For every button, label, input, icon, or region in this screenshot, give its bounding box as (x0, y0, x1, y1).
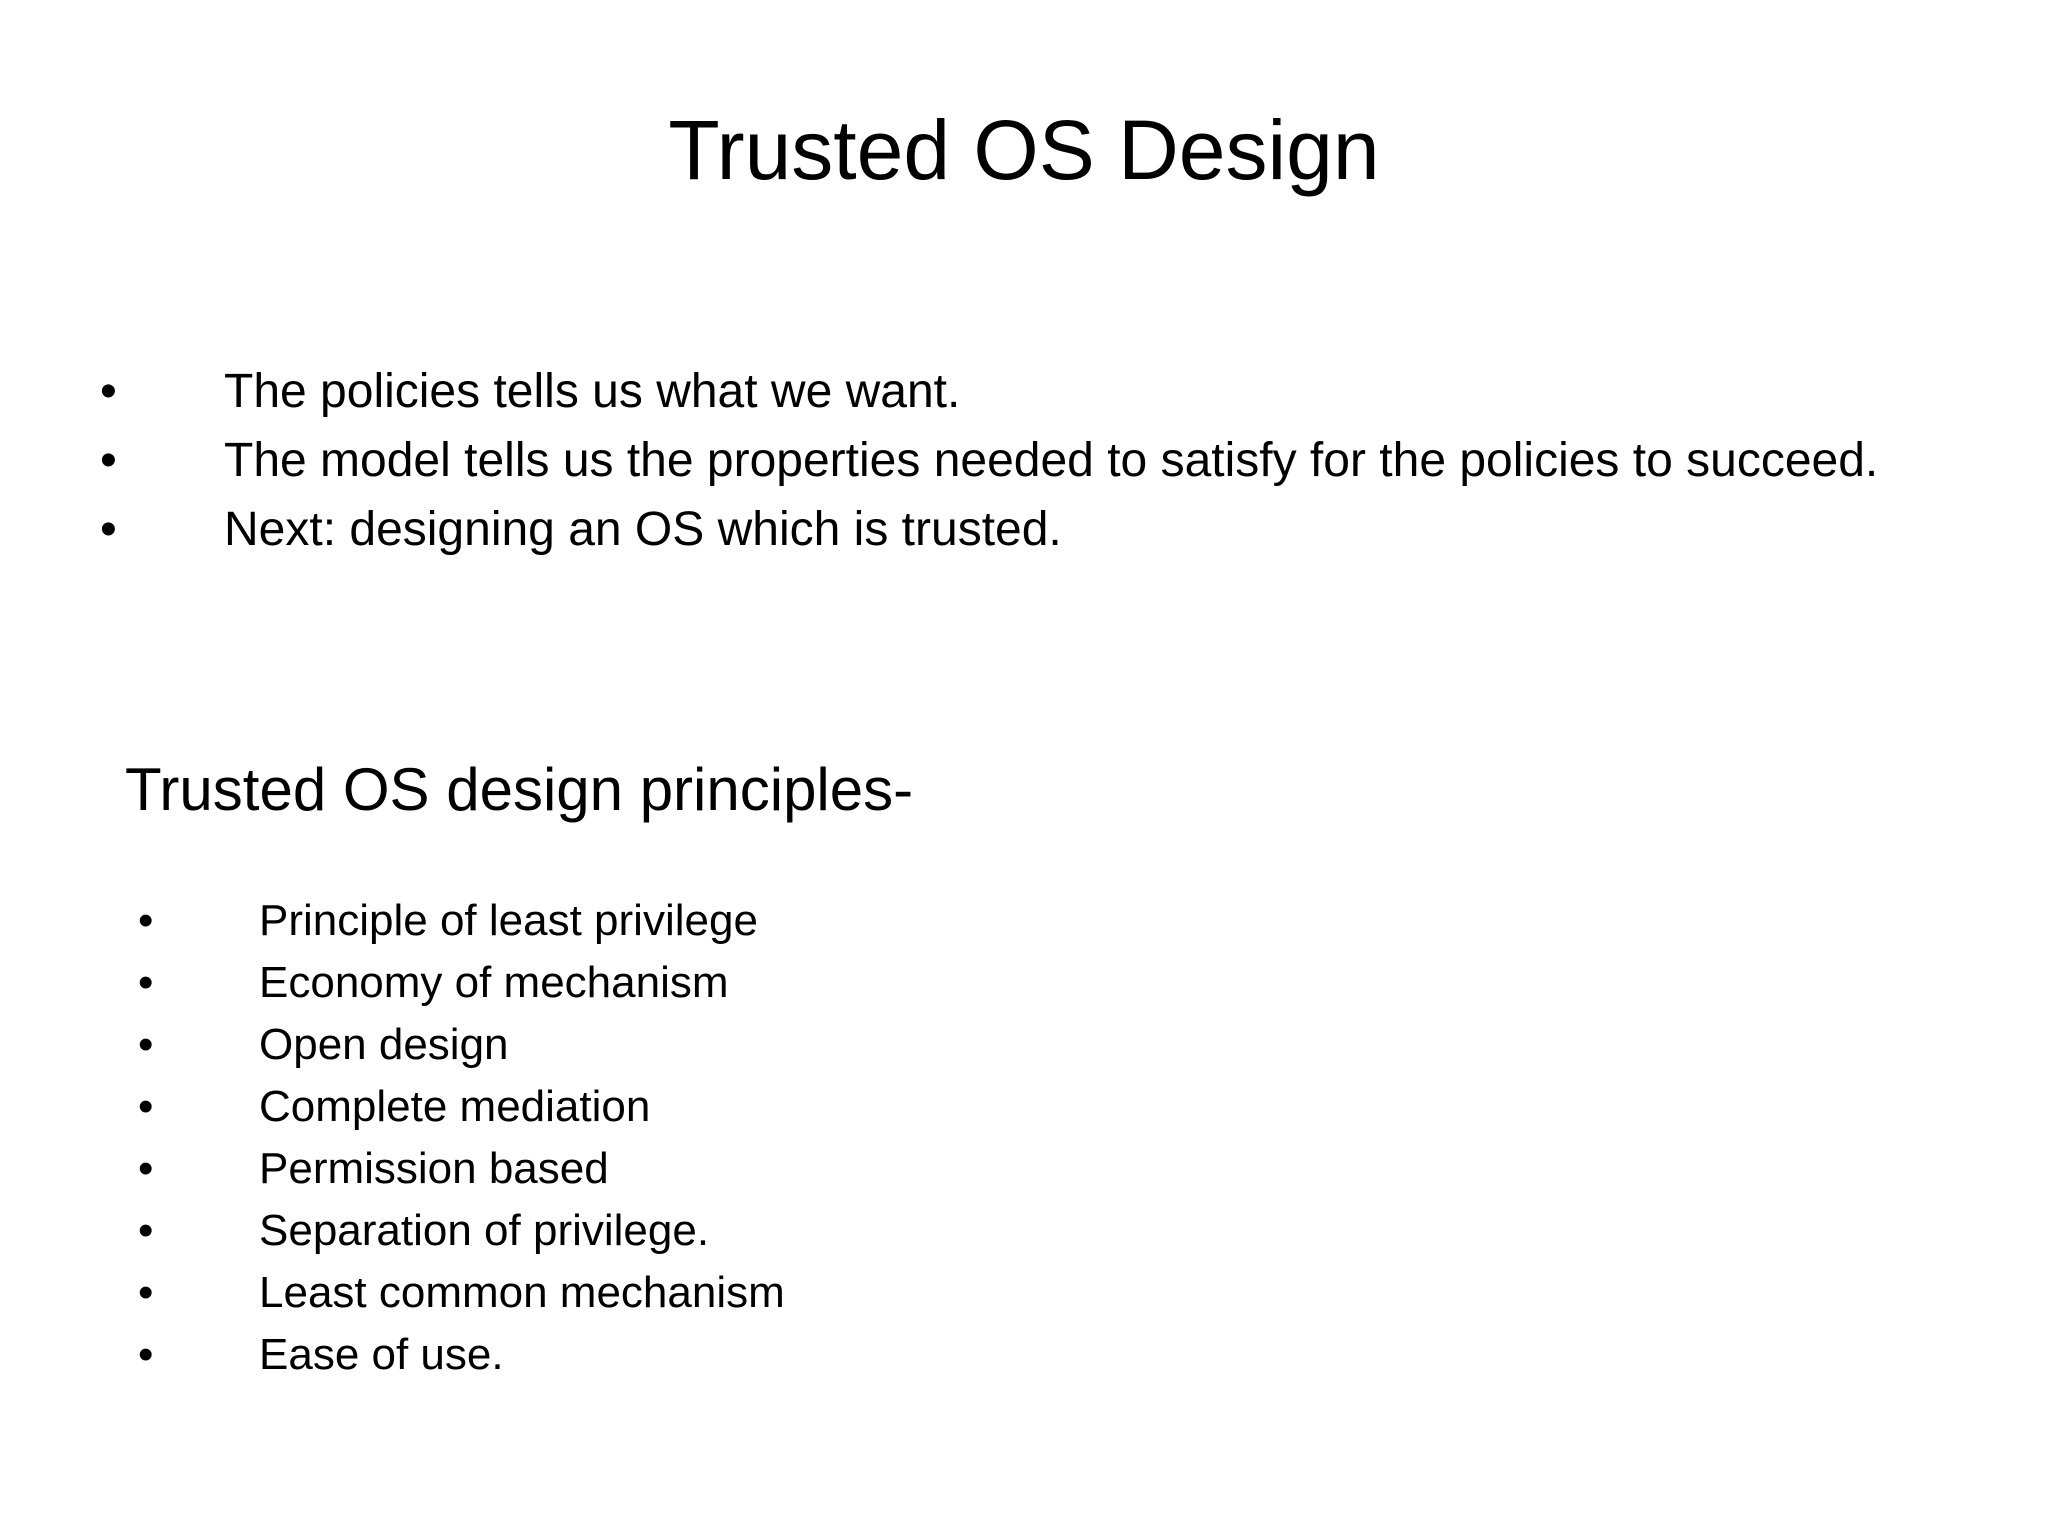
principle-text: Separation of privilege. (259, 1206, 710, 1255)
bullet-text: Next: designing an OS which is trusted. (224, 503, 1062, 556)
principle-text: Complete mediation (259, 1082, 651, 1131)
bullet-icon: • (138, 958, 154, 1007)
list-item (138, 1014, 785, 1076)
list-item (138, 1138, 785, 1200)
list-item (138, 1200, 785, 1262)
bullet-icon: • (138, 1082, 154, 1131)
principle-text: Ease of use. (259, 1330, 504, 1379)
list-item (138, 1076, 785, 1138)
list-item (138, 952, 785, 1014)
bullet-icon: • (138, 1206, 154, 1255)
bullet-icon: • (100, 503, 117, 556)
principle-text: Open design (259, 1020, 509, 1069)
slide-title: Trusted OS Design (668, 103, 1380, 197)
list-item (138, 890, 785, 952)
main-bullet-list (100, 357, 1900, 564)
bullet-text: The policies tells us what we want. (224, 365, 961, 418)
bullet-icon: • (138, 1020, 154, 1069)
bullet-icon: • (138, 1330, 154, 1379)
bullet-icon: • (100, 365, 117, 418)
bullet-icon: • (138, 896, 154, 945)
bullet-icon: • (138, 1144, 154, 1193)
list-item (100, 426, 1900, 495)
bullet-text: The model tells us the properties needed to satisfy for the policies to succeed. (224, 434, 1879, 487)
principle-text: Permission based (259, 1144, 609, 1193)
list-item (138, 1262, 785, 1324)
section-heading: Trusted OS design principles- (125, 756, 914, 823)
principle-text: Principle of least privilege (259, 896, 758, 945)
list-item (138, 1324, 785, 1386)
principles-list (138, 890, 785, 1386)
principle-text: Economy of mechanism (259, 958, 729, 1007)
principle-text: Least common mechanism (259, 1268, 785, 1317)
list-item (100, 495, 1900, 564)
list-item (100, 357, 1900, 426)
bullet-icon: • (138, 1268, 154, 1317)
bullet-icon: • (100, 434, 117, 487)
